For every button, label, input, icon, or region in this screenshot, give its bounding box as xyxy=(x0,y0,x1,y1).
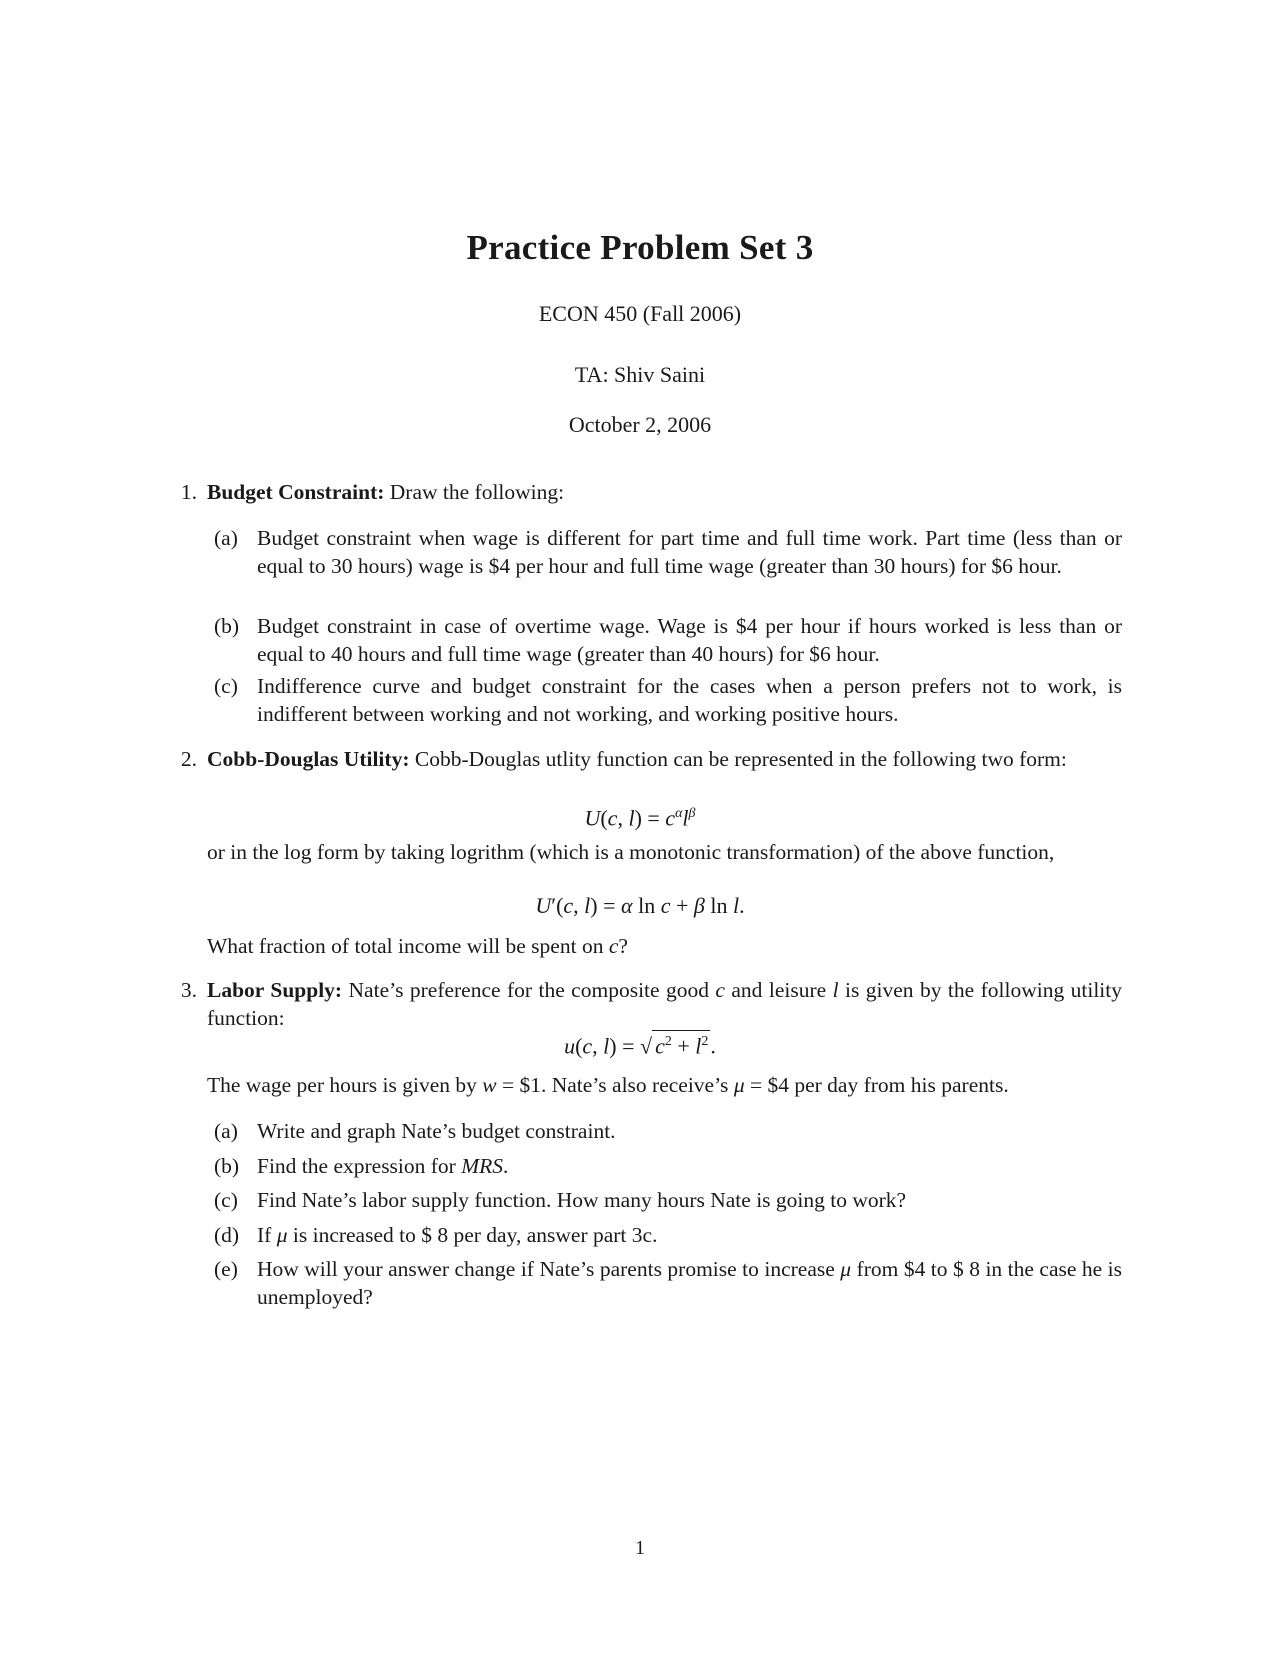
problem-intro-text: Draw the following: xyxy=(389,480,565,504)
part-text: Find the expression for MRS. xyxy=(257,1154,509,1178)
part-text: If μ is increased to $ 8 per day, answer part 3c. xyxy=(257,1223,658,1247)
part-text: Indifference curve and budget constraint for the cases when a person prefers not to work, is indifferent between working and not working, and working positive hours. xyxy=(257,674,1122,726)
wage-text: The wage per hours is given by w = $1. Nate’s also receive’s μ = $4 per day from his parents. xyxy=(207,1073,1009,1097)
problem-middle-text: or in the log form by taking logrithm (which is a monotonic transformation) of the above function, xyxy=(207,840,1055,864)
problem-heading: Cobb-Douglas Utility: xyxy=(207,747,410,771)
part-text: Budget constraint in case of overtime wage. Wage is $4 per hour if hours worked is less than or equal to 40 hours and full time wage (greater than 40 hours) for $6 hour. xyxy=(257,614,1122,666)
problem-number: 1. xyxy=(180,480,197,504)
equation-cobb-douglas: U(c, $l) = c^\alpha l^\beta$ xyxy=(584,805,696,831)
part-label: (a) xyxy=(214,526,238,550)
part-label: (b) xyxy=(214,1154,240,1178)
part-label: (e) xyxy=(214,1257,238,1281)
problem-intro xyxy=(207,478,1122,506)
part-label: (c) xyxy=(214,1188,238,1212)
problem-intro xyxy=(207,745,1122,773)
part-label: (b) xyxy=(214,614,240,638)
part-label: (a) xyxy=(214,1119,238,1143)
course-line: ECON 450 (Fall 2006) xyxy=(538,301,742,326)
problem-number: 2. xyxy=(180,747,197,771)
equation-utility: u(c, l) = √ $c^2 + l^2$. xyxy=(0,1030,1280,1060)
problem-intro: Labor Supply: Nate’s preference for the composite good c and leisure l is given by the following utility function: xyxy=(207,978,1122,1030)
problem-heading: Budget Constraint: xyxy=(207,480,385,504)
problem-question: What fraction of total income will be spent on c? xyxy=(207,934,628,958)
page-title: Practice Problem Set 3 xyxy=(466,228,814,267)
date-line: October 2, 2006 xyxy=(568,412,712,437)
page-number: 1 xyxy=(635,1537,645,1559)
part-text: Find Nate’s labor supply function. How many hours Nate is going to work? xyxy=(257,1188,907,1212)
problem-heading: Labor Supply: xyxy=(207,978,343,1002)
ta-line: TA: Shiv Saini xyxy=(574,362,706,387)
problem-number: 3. xyxy=(180,978,197,1002)
equation-log-form: U′(c, l) = α ln c + β ln l. xyxy=(535,893,745,918)
problem-intro-text: Cobb-Douglas utlity function can be represented in the following two form: xyxy=(414,747,1067,771)
part-text: Write and graph Nate’s budget constraint. xyxy=(257,1119,616,1143)
part-label: (d) xyxy=(214,1223,240,1247)
part-text: How will your answer change if Nate’s parents promise to increase μ from $4 to $ 8 in the case he is unemployed? xyxy=(257,1257,1122,1309)
part-label: (c) xyxy=(214,674,238,698)
part-text: Budget constraint when wage is different for part time and full time work. Part time (less than or equal to 30 hours) wage is $4 per hour and full time wage (greater than 30 hours) for $6 hour. xyxy=(257,526,1122,578)
